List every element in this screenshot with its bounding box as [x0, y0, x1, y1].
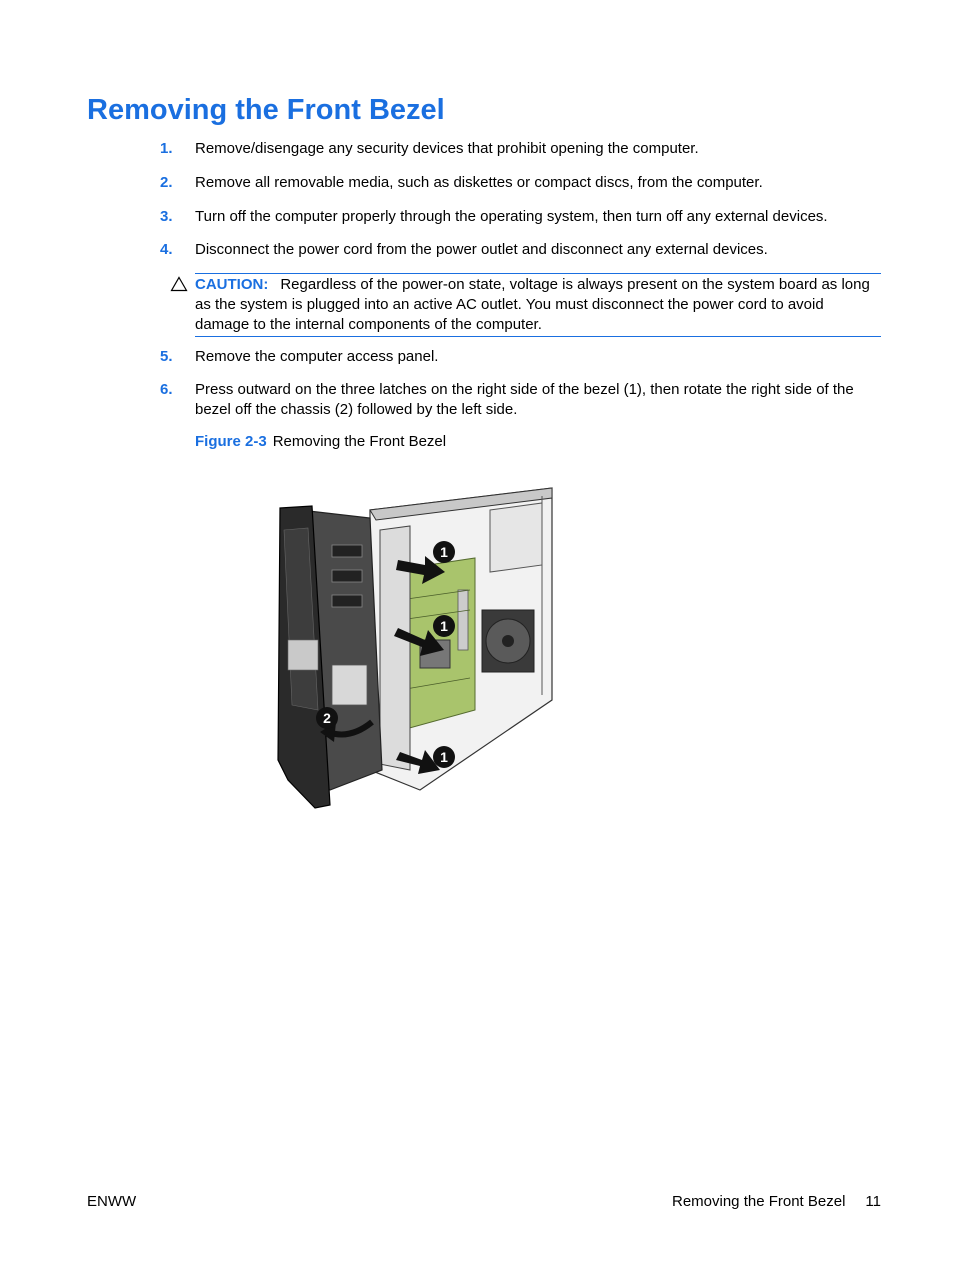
step-text: Press outward on the three latches on the right side of the bezel (1), then rotate the right side of the bezel off the chassis (2) followed by the left side. — [195, 381, 854, 418]
callout-1-top — [433, 541, 455, 563]
figure-caption — [195, 432, 446, 452]
step-text: Disconnect the power cord from the power outlet and disconnect any external devices. — [195, 241, 768, 258]
step-text: Remove the computer access panel. — [195, 348, 439, 365]
figure-number: Figure 2-3 — [195, 433, 267, 450]
callout-label: 1 — [440, 618, 448, 634]
step-text: Remove/disengage any security devices that prohibit opening the computer. — [195, 140, 699, 157]
caution-label: CAUTION: — [195, 276, 269, 293]
bezel-removal-illustration — [270, 470, 570, 815]
step-number: 3. — [160, 208, 173, 225]
caution-text: Regardless of the power-on state, voltage is always present on the system board as long as the system is plugged into an active AC outlet. You must disconnect the power cord to avoid damage to the internal components of the computer. — [195, 276, 870, 333]
figure-caption-text: Removing the Front Bezel — [272, 433, 447, 450]
footer-left: ENWW — [87, 1193, 137, 1210]
callout-1-mid — [433, 615, 455, 637]
callout-label: 1 — [440, 544, 448, 560]
step-number: 2. — [160, 174, 173, 191]
step-text: Remove all removable media, such as diskettes or compact discs, from the computer. — [195, 174, 763, 191]
callout-label: 2 — [323, 710, 331, 726]
step-number: 1. — [160, 140, 173, 157]
callout-label: 1 — [440, 749, 448, 765]
callout-2 — [316, 707, 338, 729]
step-number: 5. — [160, 348, 173, 365]
step-number: 6. — [160, 381, 173, 398]
step-number: 4. — [160, 241, 173, 258]
step-text: Turn off the computer properly through the operating system, then turn off any external devices. — [195, 208, 828, 225]
caution-note — [195, 273, 881, 337]
page-title: Removing the Front Bezel — [87, 94, 445, 126]
caution-triangle-icon — [170, 276, 188, 292]
footer-right — [672, 1192, 881, 1212]
callout-1-bottom — [433, 746, 455, 768]
footer-section: Removing the Front Bezel — [672, 1193, 846, 1210]
page-number: 11 — [865, 1193, 881, 1210]
